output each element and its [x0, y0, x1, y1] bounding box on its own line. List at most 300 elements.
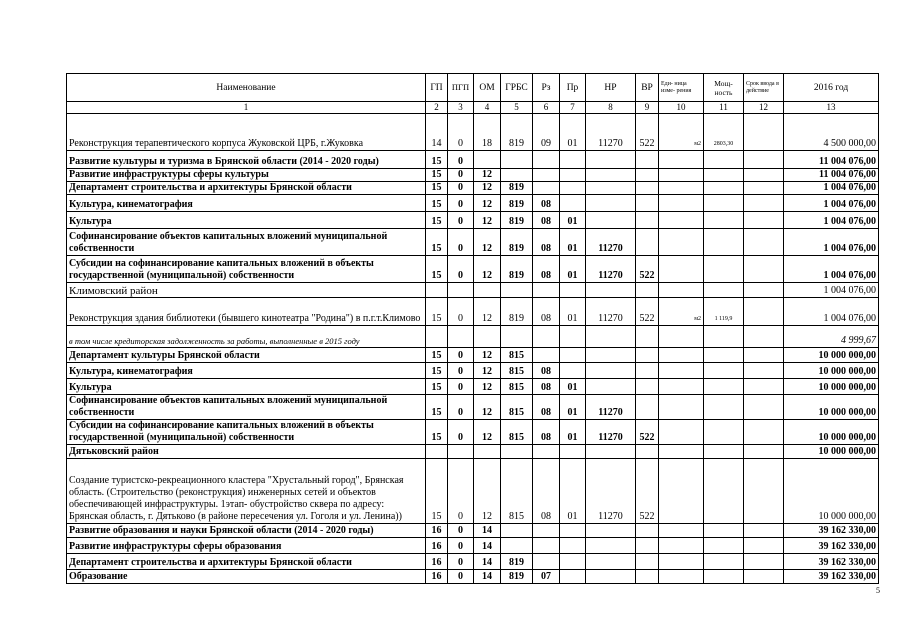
colnum: 2 [426, 102, 448, 114]
cell-power [704, 212, 744, 229]
table-row [67, 114, 879, 151]
row-name: Департамент культуры Брянской области [67, 348, 426, 363]
cell-pr [560, 554, 586, 570]
cell-pgp: 0 [448, 570, 474, 584]
cell-pr: 01 [560, 114, 586, 151]
cell-rz: 08 [533, 298, 560, 326]
row-name: Субсидии на софинансирование капитальных вложений в объекты государственной (муниципальной) собственности [67, 420, 426, 445]
cell-gp [426, 445, 448, 459]
cell-rz [533, 554, 560, 570]
cell-term [744, 363, 784, 379]
cell-grbs [501, 538, 533, 554]
colnum: 11 [704, 102, 744, 114]
cell-amount: 10 000 000,00 [784, 459, 879, 524]
cell-term [744, 114, 784, 151]
header-pr: Пр [560, 74, 586, 102]
header-pgp: ПГП [448, 74, 474, 102]
cell-nr [586, 445, 636, 459]
cell-grbs [501, 151, 533, 169]
cell-grbs [501, 326, 533, 348]
cell-pgp: 0 [448, 212, 474, 229]
cell-unit [659, 554, 704, 570]
cell-pr: 01 [560, 459, 586, 524]
cell-unit [659, 256, 704, 283]
cell-grbs: 815 [501, 379, 533, 395]
cell-amount: 11 004 076,00 [784, 151, 879, 169]
cell-nr [586, 212, 636, 229]
cell-nr [586, 326, 636, 348]
cell-power [704, 379, 744, 395]
colnum: 4 [474, 102, 501, 114]
cell-om [474, 326, 501, 348]
table-row [67, 379, 879, 395]
cell-gp: 15 [426, 459, 448, 524]
cell-om: 18 [474, 114, 501, 151]
cell-nr: 11270 [586, 114, 636, 151]
cell-term [744, 459, 784, 524]
table-row [67, 298, 879, 326]
cell-amount: 1 004 076,00 [784, 212, 879, 229]
cell-pr [560, 169, 586, 182]
cell-rz: 08 [533, 420, 560, 445]
cell-gp: 15 [426, 195, 448, 212]
cell-amount: 10 000 000,00 [784, 445, 879, 459]
cell-pr [560, 151, 586, 169]
table-row [67, 283, 879, 298]
colnum: 12 [744, 102, 784, 114]
cell-om: 12 [474, 182, 501, 195]
cell-rz [533, 524, 560, 538]
cell-amount: 1 004 076,00 [784, 229, 879, 256]
header-nr: НР [586, 74, 636, 102]
cell-nr: 11270 [586, 420, 636, 445]
cell-term [744, 298, 784, 326]
cell-unit [659, 212, 704, 229]
row-name: Культура [67, 379, 426, 395]
cell-nr [586, 554, 636, 570]
cell-unit [659, 151, 704, 169]
cell-rz [533, 283, 560, 298]
cell-vr [636, 229, 659, 256]
table-row [67, 395, 879, 420]
cell-amount: 39 162 330,00 [784, 554, 879, 570]
cell-unit [659, 326, 704, 348]
cell-grbs: 815 [501, 420, 533, 445]
cell-term [744, 570, 784, 584]
cell-pgp [448, 326, 474, 348]
cell-power [704, 182, 744, 195]
cell-pgp: 0 [448, 524, 474, 538]
cell-term [744, 445, 784, 459]
cell-nr [586, 182, 636, 195]
cell-pgp: 0 [448, 169, 474, 182]
cell-term [744, 195, 784, 212]
cell-term [744, 554, 784, 570]
row-name: в том числе кредиторская задолженность за работы, выполненные в 2015 году [67, 326, 426, 348]
cell-vr [636, 395, 659, 420]
cell-pr [560, 182, 586, 195]
row-name: Реконструкция здания библиотеки (бывшего кинотеатра "Родина") в п.г.т.Климово [67, 298, 426, 326]
row-name: Развитие образования и науки Брянской области (2014 - 2020 годы) [67, 524, 426, 538]
cell-nr [586, 195, 636, 212]
cell-rz [533, 348, 560, 363]
cell-rz [533, 326, 560, 348]
cell-gp: 15 [426, 298, 448, 326]
cell-amount: 11 004 076,00 [784, 169, 879, 182]
cell-gp [426, 283, 448, 298]
cell-om: 14 [474, 554, 501, 570]
cell-gp: 15 [426, 348, 448, 363]
cell-grbs [501, 283, 533, 298]
cell-om: 12 [474, 298, 501, 326]
cell-vr: 522 [636, 420, 659, 445]
cell-unit [659, 348, 704, 363]
cell-pgp: 0 [448, 114, 474, 151]
cell-om: 12 [474, 459, 501, 524]
cell-unit [659, 420, 704, 445]
header-name: Наименование [67, 74, 426, 102]
budget-table [66, 73, 879, 584]
cell-grbs: 815 [501, 395, 533, 420]
cell-grbs [501, 445, 533, 459]
cell-vr [636, 554, 659, 570]
cell-gp: 15 [426, 151, 448, 169]
table-row [67, 445, 879, 459]
cell-grbs: 819 [501, 554, 533, 570]
cell-pgp: 0 [448, 379, 474, 395]
cell-rz: 07 [533, 570, 560, 584]
cell-pr [560, 363, 586, 379]
cell-nr [586, 151, 636, 169]
column-numbers-row [67, 102, 879, 114]
cell-term [744, 538, 784, 554]
cell-pr [560, 348, 586, 363]
table-row [67, 348, 879, 363]
cell-gp: 15 [426, 256, 448, 283]
colnum: 13 [784, 102, 879, 114]
cell-pgp: 0 [448, 151, 474, 169]
cell-unit: м2 [659, 298, 704, 326]
cell-vr [636, 283, 659, 298]
cell-grbs [501, 524, 533, 538]
cell-grbs: 819 [501, 298, 533, 326]
row-name: Развитие инфраструктуры сферы образования [67, 538, 426, 554]
cell-unit [659, 395, 704, 420]
cell-term [744, 229, 784, 256]
cell-pgp: 0 [448, 554, 474, 570]
cell-amount: 1 004 076,00 [784, 298, 879, 326]
header-gp: ГП [426, 74, 448, 102]
cell-pgp: 0 [448, 395, 474, 420]
cell-nr [586, 169, 636, 182]
table-row [67, 554, 879, 570]
cell-pr: 01 [560, 298, 586, 326]
cell-grbs [501, 169, 533, 182]
cell-rz: 08 [533, 195, 560, 212]
cell-grbs: 819 [501, 212, 533, 229]
cell-nr: 11270 [586, 229, 636, 256]
cell-gp: 15 [426, 395, 448, 420]
cell-vr [636, 538, 659, 554]
cell-om: 12 [474, 169, 501, 182]
cell-om [474, 151, 501, 169]
cell-term [744, 420, 784, 445]
cell-om: 14 [474, 538, 501, 554]
cell-gp: 16 [426, 524, 448, 538]
header-power: Мощ- ность [704, 74, 744, 102]
cell-rz: 08 [533, 395, 560, 420]
cell-amount: 10 000 000,00 [784, 379, 879, 395]
cell-pgp: 0 [448, 459, 474, 524]
cell-term [744, 169, 784, 182]
cell-pr [560, 326, 586, 348]
cell-om [474, 283, 501, 298]
cell-gp: 15 [426, 182, 448, 195]
cell-term [744, 326, 784, 348]
cell-unit [659, 195, 704, 212]
cell-grbs: 819 [501, 256, 533, 283]
cell-rz: 08 [533, 379, 560, 395]
cell-nr [586, 283, 636, 298]
cell-gp: 15 [426, 229, 448, 256]
table-row [67, 212, 879, 229]
row-name: Создание туристско-рекреационного кластера "Хрустальный город", Брянская область. (Строительство (реконструкция) инженерных сетей и объектов обеспечивающей инфраструктуры. 1этап- обустройство сквера по адресу: Брянская область, г. Дятьково (в районе пересечения ул. Гоголя и ул. Ленина)) [67, 459, 426, 524]
colnum: 3 [448, 102, 474, 114]
colnum: 6 [533, 102, 560, 114]
cell-power [704, 326, 744, 348]
cell-unit [659, 445, 704, 459]
cell-unit [659, 459, 704, 524]
cell-pr [560, 570, 586, 584]
cell-om: 12 [474, 379, 501, 395]
cell-term [744, 256, 784, 283]
cell-vr [636, 169, 659, 182]
cell-term [744, 348, 784, 363]
cell-power [704, 169, 744, 182]
cell-pr [560, 195, 586, 212]
row-name: Климовский район [67, 283, 426, 298]
cell-vr [636, 212, 659, 229]
cell-pgp: 0 [448, 298, 474, 326]
colnum: 9 [636, 102, 659, 114]
cell-pgp: 0 [448, 229, 474, 256]
cell-pgp: 0 [448, 420, 474, 445]
row-name: Департамент строительства и архитектуры Брянской области [67, 554, 426, 570]
cell-vr: 522 [636, 114, 659, 151]
cell-term [744, 212, 784, 229]
cell-pgp: 0 [448, 348, 474, 363]
cell-power [704, 538, 744, 554]
cell-unit [659, 169, 704, 182]
cell-pr [560, 445, 586, 459]
cell-om: 14 [474, 570, 501, 584]
row-name: Реконструкция терапевтического корпуса Жуковской ЦРБ, г.Жуковка [67, 114, 426, 151]
cell-gp: 15 [426, 169, 448, 182]
cell-pgp [448, 283, 474, 298]
cell-gp: 16 [426, 570, 448, 584]
cell-grbs: 815 [501, 348, 533, 363]
cell-power [704, 524, 744, 538]
cell-amount: 39 162 330,00 [784, 524, 879, 538]
cell-om: 12 [474, 229, 501, 256]
cell-om: 12 [474, 195, 501, 212]
row-name: Культура, кинематография [67, 363, 426, 379]
cell-rz [533, 169, 560, 182]
cell-amount: 10 000 000,00 [784, 420, 879, 445]
cell-pr: 01 [560, 212, 586, 229]
cell-pr: 01 [560, 379, 586, 395]
cell-amount: 10 000 000,00 [784, 363, 879, 379]
cell-unit [659, 229, 704, 256]
row-name: Развитие инфраструктуры сферы культуры [67, 169, 426, 182]
cell-amount: 1 004 076,00 [784, 195, 879, 212]
header-vr: ВР [636, 74, 659, 102]
row-name: Софинансирование объектов капитальных вложений муниципальной собственности [67, 395, 426, 420]
cell-rz [533, 445, 560, 459]
cell-nr [586, 348, 636, 363]
cell-pgp: 0 [448, 538, 474, 554]
cell-grbs: 819 [501, 182, 533, 195]
cell-unit [659, 363, 704, 379]
cell-nr [586, 538, 636, 554]
cell-grbs: 819 [501, 570, 533, 584]
table-row [67, 326, 879, 348]
cell-om: 12 [474, 348, 501, 363]
table-row [67, 195, 879, 212]
colnum: 10 [659, 102, 704, 114]
row-name: Дятьковский район [67, 445, 426, 459]
cell-power [704, 348, 744, 363]
cell-vr [636, 151, 659, 169]
cell-vr [636, 570, 659, 584]
cell-nr: 11270 [586, 459, 636, 524]
row-name: Развитие культуры и туризма в Брянской области (2014 - 2020 годы) [67, 151, 426, 169]
page-number: 5 [876, 586, 880, 595]
cell-rz [533, 151, 560, 169]
cell-gp: 15 [426, 420, 448, 445]
row-name: Субсидии на софинансирование капитальных вложений в объекты государственной (муниципальной) собственности [67, 256, 426, 283]
table-row [67, 182, 879, 195]
row-name: Культура, кинематография [67, 195, 426, 212]
header-rz: Рз [533, 74, 560, 102]
cell-power: 2803,30 [704, 114, 744, 151]
cell-nr [586, 363, 636, 379]
cell-power [704, 229, 744, 256]
cell-om: 12 [474, 395, 501, 420]
cell-grbs: 815 [501, 459, 533, 524]
table-row [67, 229, 879, 256]
row-name: Образование [67, 570, 426, 584]
cell-power [704, 554, 744, 570]
cell-gp: 15 [426, 363, 448, 379]
cell-nr [586, 570, 636, 584]
cell-grbs: 819 [501, 229, 533, 256]
cell-power [704, 151, 744, 169]
colnum: 7 [560, 102, 586, 114]
cell-om: 12 [474, 212, 501, 229]
cell-amount: 39 162 330,00 [784, 570, 879, 584]
table-body [67, 114, 879, 584]
cell-gp: 15 [426, 379, 448, 395]
cell-rz: 09 [533, 114, 560, 151]
header-om: ОМ [474, 74, 501, 102]
cell-gp: 14 [426, 114, 448, 151]
cell-om: 14 [474, 524, 501, 538]
cell-pr [560, 283, 586, 298]
cell-unit [659, 182, 704, 195]
cell-vr [636, 445, 659, 459]
cell-term [744, 524, 784, 538]
cell-term [744, 379, 784, 395]
cell-amount: 1 004 076,00 [784, 256, 879, 283]
cell-pr: 01 [560, 229, 586, 256]
table-row [67, 151, 879, 169]
cell-vr [636, 326, 659, 348]
cell-term [744, 283, 784, 298]
cell-gp [426, 326, 448, 348]
cell-pgp [448, 445, 474, 459]
cell-om: 12 [474, 363, 501, 379]
cell-power [704, 459, 744, 524]
header-grbs: ГРБС [501, 74, 533, 102]
cell-gp: 16 [426, 538, 448, 554]
cell-unit [659, 524, 704, 538]
cell-pgp: 0 [448, 195, 474, 212]
table-row [67, 420, 879, 445]
cell-unit: м2 [659, 114, 704, 151]
cell-pgp: 0 [448, 256, 474, 283]
cell-power [704, 283, 744, 298]
cell-vr [636, 524, 659, 538]
cell-vr [636, 348, 659, 363]
cell-om [474, 445, 501, 459]
cell-unit [659, 379, 704, 395]
header-year: 2016 год [784, 74, 879, 102]
cell-amount: 1 004 076,00 [784, 283, 879, 298]
cell-grbs: 819 [501, 195, 533, 212]
header-row [67, 74, 879, 102]
cell-grbs: 815 [501, 363, 533, 379]
cell-power [704, 195, 744, 212]
cell-pr: 01 [560, 256, 586, 283]
cell-vr: 522 [636, 459, 659, 524]
table-row [67, 538, 879, 554]
header-term: Срок ввода в действие [744, 74, 784, 102]
cell-amount: 4 999,67 [784, 326, 879, 348]
cell-power [704, 395, 744, 420]
cell-nr: 11270 [586, 395, 636, 420]
cell-pgp: 0 [448, 363, 474, 379]
cell-amount: 39 162 330,00 [784, 538, 879, 554]
cell-rz: 08 [533, 256, 560, 283]
table-row [67, 570, 879, 584]
cell-nr: 11270 [586, 256, 636, 283]
cell-rz: 08 [533, 459, 560, 524]
table-row [67, 169, 879, 182]
cell-nr: 11270 [586, 298, 636, 326]
cell-vr [636, 182, 659, 195]
cell-gp: 15 [426, 212, 448, 229]
colnum: 5 [501, 102, 533, 114]
cell-rz: 08 [533, 363, 560, 379]
colnum: 1 [67, 102, 426, 114]
cell-power [704, 420, 744, 445]
cell-amount: 10 000 000,00 [784, 395, 879, 420]
cell-nr [586, 524, 636, 538]
cell-amount: 10 000 000,00 [784, 348, 879, 363]
cell-rz [533, 182, 560, 195]
cell-om: 12 [474, 256, 501, 283]
